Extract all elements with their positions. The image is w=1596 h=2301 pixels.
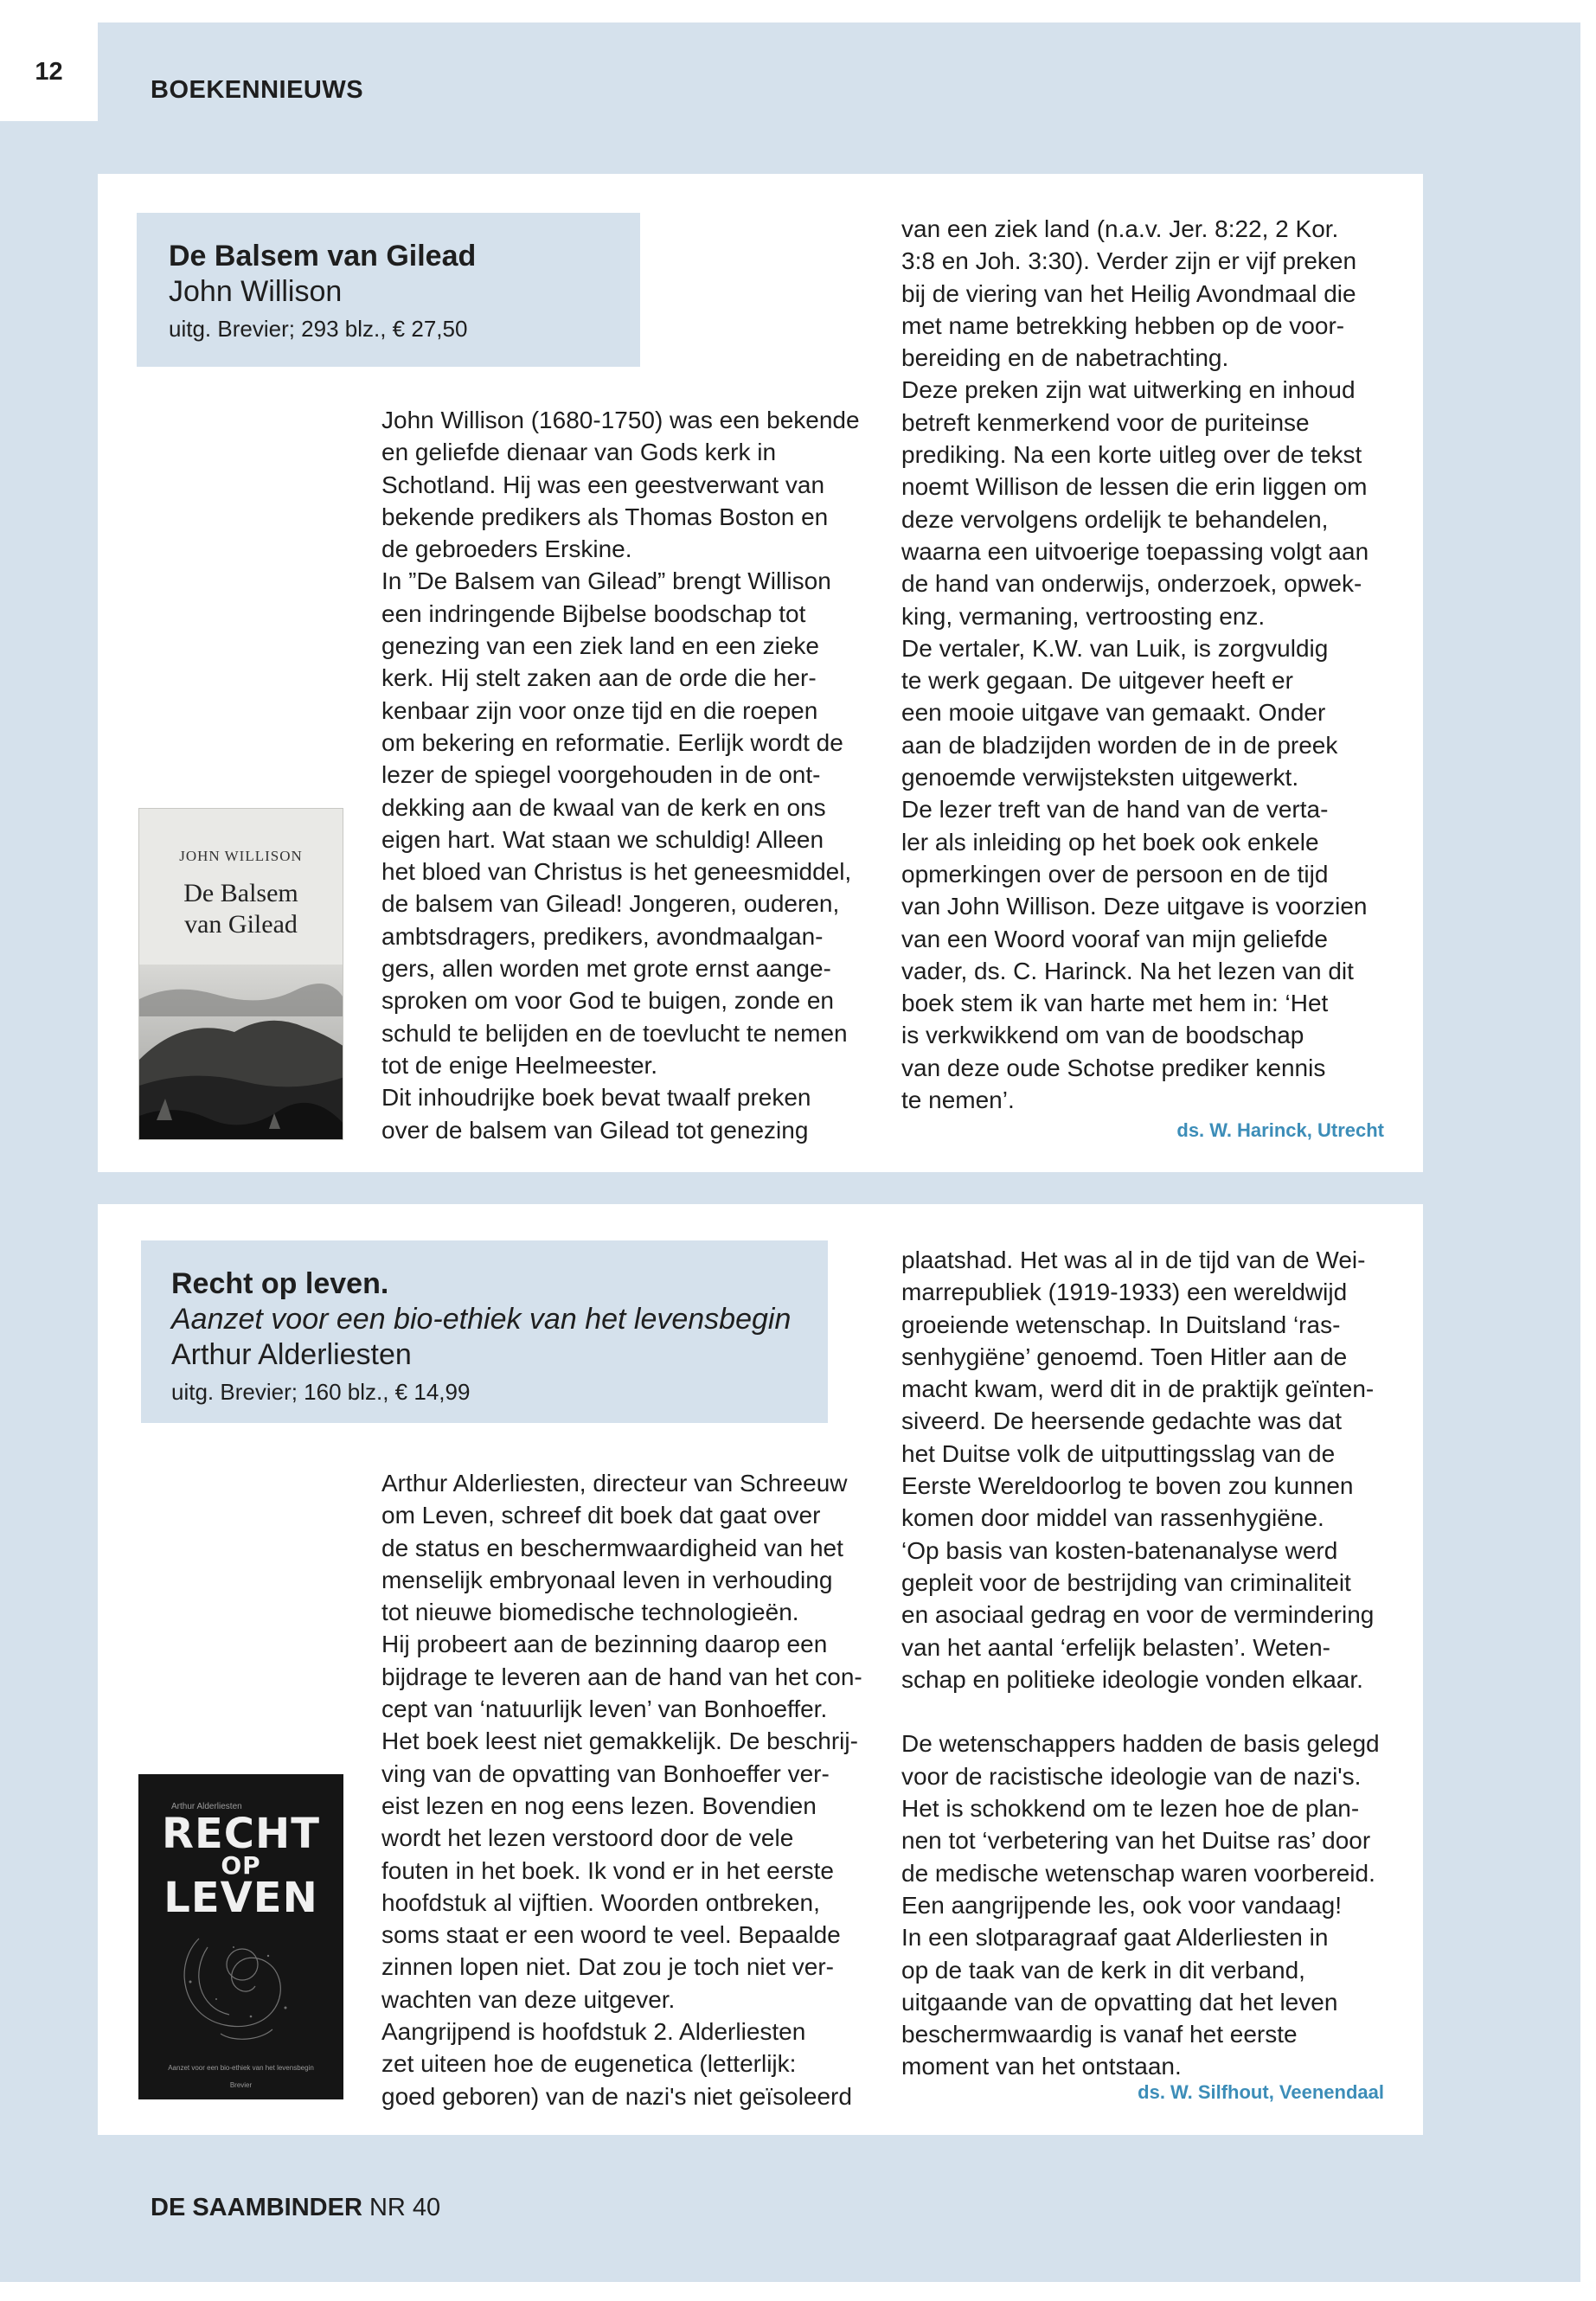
book-cover-image bbox=[138, 1774, 343, 2099]
cover-author: Arthur Alderliesten bbox=[171, 1802, 242, 1811]
review-text-column-1: Arthur Alderliesten, directeur van Schreeuw om Leven, schreef dit boek dat gaat over de status en beschermwaardigheid van het menselijk embryonaal leven in verhouding tot nieuwe biomedische technologieën. Hij probeert aan de bezinning daarop een bijdrage te leveren aan de hand van het con- cept van ‘natuurlijk leven’ van Bonhoeffer. Het boek leest niet gemakkelijk. De beschrij- ving van de opvatting van Bonhoeffer ver- eist lezen en nog eens lezen. Bovendien wordt het lezen verstoord door de vele fouten in het boek. Ik vond er in het eerste hoofdstuk al vijftien. Woorden ontbreken, soms staat er een woord te veel. Bepaalde zinnen lopen niet. Dat zou je toch niet ver- wachten van deze uitgever. Aangrijpend is hoofdstuk 2. Alderliesten zet uiteen hoe de eugenetica (letterlijk: goed geboren) van de nazi's niet geïsoleerd bbox=[381, 1470, 862, 2110]
cover-author: JOHN WILLISON bbox=[179, 848, 303, 864]
right-margin bbox=[1580, 0, 1596, 2301]
cover-title bbox=[138, 1810, 343, 1922]
review-heading bbox=[137, 213, 640, 367]
book-subtitle: Aanzet voor een bio-ethiek van het levensbegin bbox=[171, 1303, 792, 1336]
page-number: 12 bbox=[0, 22, 98, 121]
section-title: BOEKENNIEUWS bbox=[151, 76, 364, 104]
review-card-recht-op-leven bbox=[98, 1204, 1423, 2135]
review-text-column-1: John Willison (1680-1750) was een bekende en geliefde dienaar van Gods kerk in Schotland. Hij was een geestverwant van bekende predikers als Thomas Boston en de gebroeders Erskine. In ”De Balsem van Gilead” brengt Willison een indringende Bijbelse boodschap tot genezing van een ziek land en een zieke kerk. Hij stelt zaken aan de orde die her- kenbaar zijn voor onze tijd en die roepen om bekering en reformatie. Eerlijk wordt de lezer de spiegel voorgehouden in de ont- dekking aan de kwaal van de kerk en ons eigen hart. Wat staan we schuldig! Alleen het bloed van Christus is het geneesmiddel, de balsem van Gilead! Jongeren, ouderen, ambtsdragers, predikers, avondmaalgan- gers, allen worden met grote ernst aange- sproken om voor God te buigen, zonde en schuld te belijden en de toevlucht te nemen tot de enige Heelmeester. Dit inhoudrijke boek bevat twaalf preken over de balsem van Gilead tot genezing bbox=[381, 407, 860, 1144]
issue-number: NR 40 bbox=[369, 2194, 441, 2221]
footer bbox=[151, 2194, 440, 2222]
book-publisher-info: uitg. Brevier; 160 blz., € 14,99 bbox=[171, 1379, 471, 1405]
embryo-illustration bbox=[138, 1904, 343, 2060]
landscape-illustration bbox=[139, 965, 343, 1140]
cover-title-line-3: LEVEN bbox=[163, 1874, 318, 1922]
review-text-column-2: van een ziek land (n.a.v. Jer. 8:22, 2 Kor. 3:8 en Joh. 3:30). Verder zijn er vijf preken bij de viering van het Heilig Avondmaal die met name betrekking hebben op de voor- bereiding en de nabetrachting. Deze preken zijn wat uitwerking en inhoud betreft kenmerkend voor de puriteinse prediking. Na een korte uitleg over de tekst noemt Willison de lessen die erin liggen om deze vervolgens ordelijk te behandelen, waarna een uitvoerige toepassing volgt aan de hand van onderwijs, onderzoek, opwek- king, vermaning, vertroosting enz. De vertaler, K.W. van Luik, is zorgvuldig te werk gegaan. De uitgever heeft er een mooie uitgave van gemaakt. Onder aan de bladzijden worden de in de preek genoemde verwijsteksten uitgewerkt. De lezer treft van de hand van de verta- ler als inleiding op het boek ook enkele opmerkingen over de persoon en de tijd van John Willison. Deze uitgave is voorzien van een Woord vooraf van mijn geliefde vader, ds. C. Harinck. Na het lezen van dit boek stem ik van harte met hem in: ‘Het is verkwikkend om van de boodschap van deze oude Schotse prediker kennis te nemen’. bbox=[901, 215, 1369, 1114]
bottom-margin bbox=[0, 2282, 1596, 2301]
review-signature: ds. W. Harinck, Utrecht bbox=[1176, 1119, 1384, 1141]
book-author: Arthur Alderliesten bbox=[171, 1338, 412, 1371]
book-title: De Balsem van Gilead bbox=[169, 240, 477, 272]
review-signature: ds. W. Silfhout, Veenendaal bbox=[1138, 2081, 1384, 2103]
review-text-column-2: plaatshad. Het was al in de tijd van de Wei- marrepubliek (1919-1933) een wereldwijd groeiende wetenschap. In Duitsland ‘ras- senhygiëne’ genoemd. Toen Hitler aan de macht kwam, werd dit in de praktijk geïnten- siveerd. De heersende gedachte was dat het Duitse volk de uitputtingsslag van de Eerste Wereldoorlog te boven zou kunnen komen door middel van rassenhygiëne. ‘Op basis van kosten-batenanalyse werd gepleit voor de bestrijding van criminaliteit en asociaal gedrag en voor de vermindering van het aantal ‘erfelijk belasten’. Weten- schap en politieke ideologie vonden elkaar. De wetenschappers hadden de basis gelegd voor de racistische ideologie van de nazi's. Het is schokkend om te lezen hoe de plan- nen tot ‘verbetering van het Duitse ras’ door de medische wetenschap waren voorbereid. Een aangrijpende les, ook voor vandaag! In een slotparagraaf gaat Alderliesten in op de taak van de kerk in dit verband, uitgaande van de opvatting dat het leven beschermwaardig is vanaf het eerste moment van het ontstaan. bbox=[901, 1247, 1380, 2080]
book-cover-image bbox=[138, 808, 343, 1140]
book-title: Recht op leven. bbox=[171, 1267, 389, 1300]
review-heading bbox=[141, 1240, 828, 1423]
cover-title: De Balsem van Gilead bbox=[183, 879, 298, 939]
cover-title-line-2: OP bbox=[221, 1851, 261, 1880]
book-publisher-info: uitg. Brevier; 293 blz., € 27,50 bbox=[169, 316, 468, 342]
cover-subtitle: Aanzet voor een bio-ethiek van het levensbegin bbox=[168, 2064, 314, 2072]
magazine-name: DE SAAMBINDER bbox=[151, 2194, 362, 2221]
top-margin bbox=[0, 0, 1596, 22]
cover-title-line-1: RECHT bbox=[162, 1810, 320, 1858]
book-author: John Willison bbox=[169, 275, 343, 308]
cover-publisher: Brevier bbox=[229, 2081, 253, 2089]
review-card-balsem bbox=[98, 174, 1423, 1172]
